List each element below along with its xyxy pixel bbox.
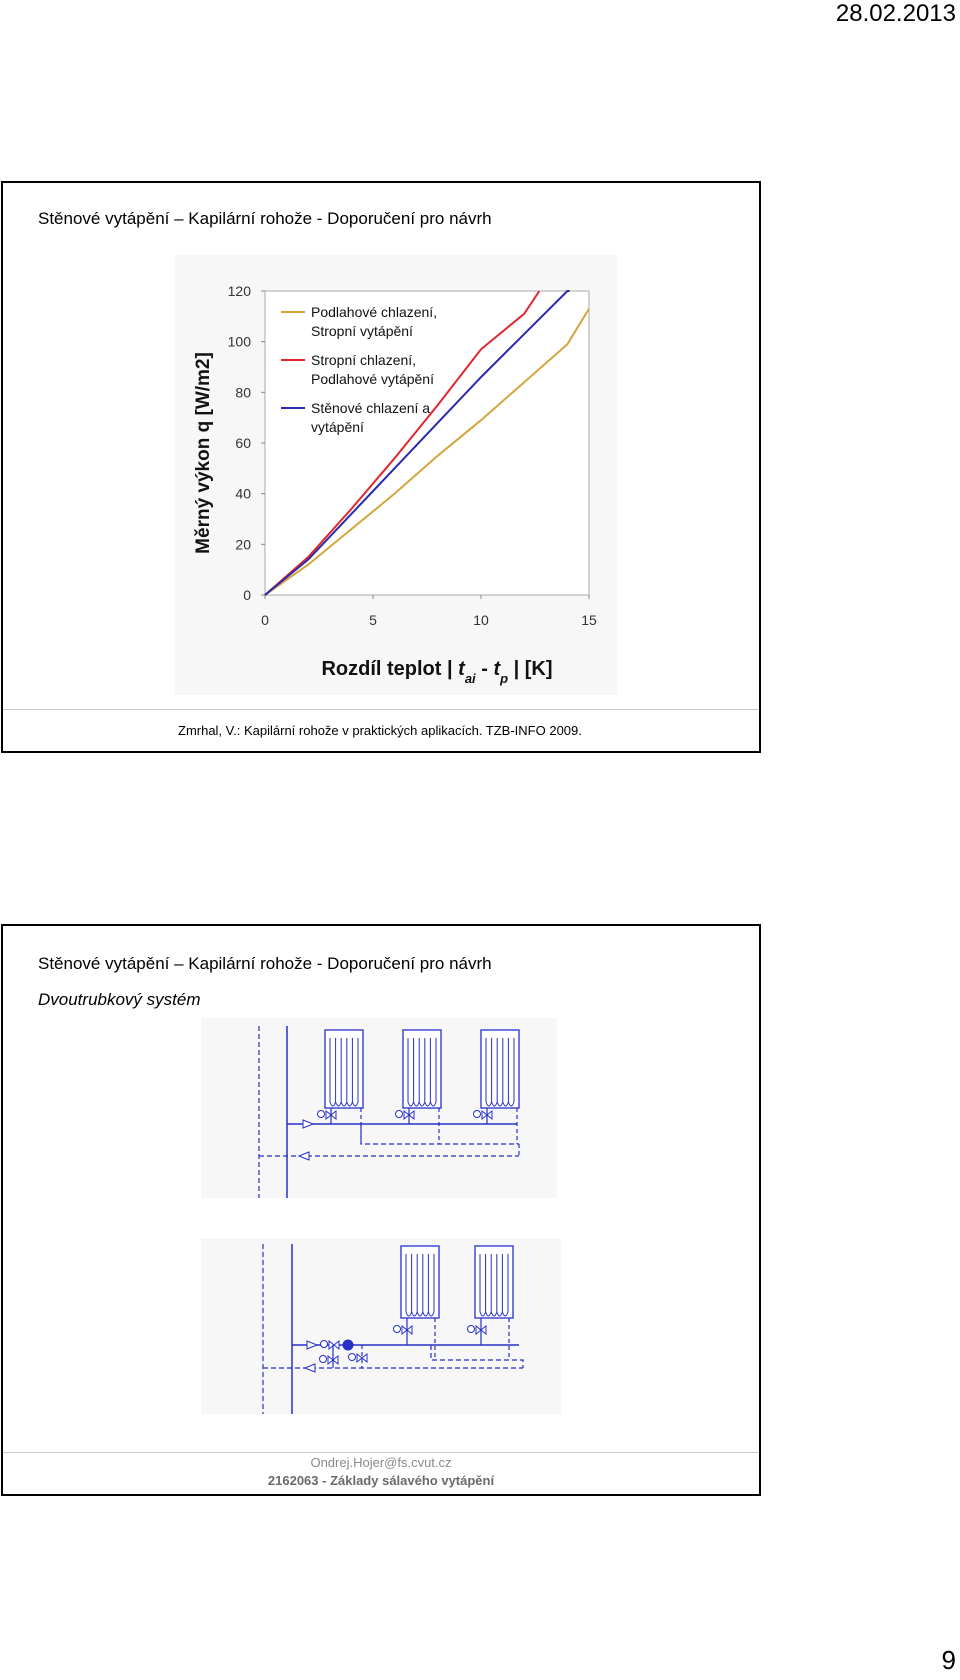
valve-icon xyxy=(468,1326,487,1335)
slide-subtitle: Dvoutrubkový systém xyxy=(38,990,201,1009)
slide-title: Stěnové vytápění – Kapilární rohože - Doporučení pro návrh xyxy=(38,209,492,228)
return-branch xyxy=(361,1124,519,1144)
y-tick-label: 0 xyxy=(243,587,251,603)
x-tick-label: 10 xyxy=(473,612,489,628)
radiator-icon xyxy=(481,1030,519,1108)
y-tick-label: 120 xyxy=(227,283,251,299)
y-tick-label: 100 xyxy=(227,333,251,350)
legend-label-1: Stropní vytápění xyxy=(311,323,413,339)
flow-arrow-icon xyxy=(305,1364,315,1372)
flow-arrow-icon xyxy=(303,1120,313,1128)
legend-label-2: Podlahové vytápění xyxy=(311,371,434,387)
course-name: 2162063 - Základy sálavého vytápění xyxy=(267,1473,495,1488)
legend-label-3: vytápění xyxy=(311,419,364,435)
y-tick-label: 40 xyxy=(235,485,251,502)
valve-icon xyxy=(321,1341,340,1350)
valve-icon xyxy=(394,1326,413,1335)
footer-divider xyxy=(3,1452,759,1453)
radiator-icon xyxy=(401,1246,439,1318)
two-pipe-system-diagram-2 xyxy=(201,1238,561,1414)
x-tick-label: 5 xyxy=(369,612,377,628)
footer-divider xyxy=(3,709,759,710)
chart-figure xyxy=(175,255,617,695)
slide-chart xyxy=(1,181,761,753)
pump-icon xyxy=(343,1340,353,1350)
slide-title: Stěnové vytápění – Kapilární rohože - Doporučení pro návrh xyxy=(38,954,492,973)
valve-icon xyxy=(474,1111,493,1120)
citation: Zmrhal, V.: Kapilární rohože v praktických aplikacích. TZB-INFO 2009. xyxy=(178,723,582,738)
valve-icon xyxy=(318,1111,337,1120)
x-tick-label: 15 xyxy=(581,612,597,628)
valve-icon xyxy=(349,1354,368,1363)
flow-arrow-icon xyxy=(307,1341,317,1349)
radiator-icon xyxy=(325,1030,363,1108)
y-tick-label: 20 xyxy=(235,536,251,553)
valve-icon xyxy=(396,1111,415,1120)
line-chart xyxy=(175,255,617,695)
two-pipe-system-diagram-1 xyxy=(201,1018,557,1198)
author-email: Ondrej.Hojer@fs.cvut.cz xyxy=(310,1455,452,1470)
page-number: 9 xyxy=(941,1645,956,1675)
x-tick-label: 0 xyxy=(261,612,269,628)
x-axis-label: Rozdíl teplot | $t_{ai} - t_p$ | [K] xyxy=(321,658,553,686)
slide-diagram xyxy=(1,924,761,1496)
legend-label-2: Stropní chlazení, xyxy=(311,352,417,368)
legend-label-1: Podlahové chlazení, xyxy=(311,304,438,320)
valve-icon xyxy=(320,1356,339,1365)
y-tick-label: 80 xyxy=(235,384,251,401)
flow-arrow-icon xyxy=(299,1152,309,1160)
radiator-icon xyxy=(475,1246,513,1318)
y-axis-label: Měrný výkon q [W/m2] xyxy=(193,352,214,554)
y-tick-label: 60 xyxy=(235,435,251,451)
radiator-icon xyxy=(403,1030,441,1108)
page-date: 28.02.2013 xyxy=(835,0,956,27)
legend-label-3: Stěnové chlazení a xyxy=(311,400,431,416)
